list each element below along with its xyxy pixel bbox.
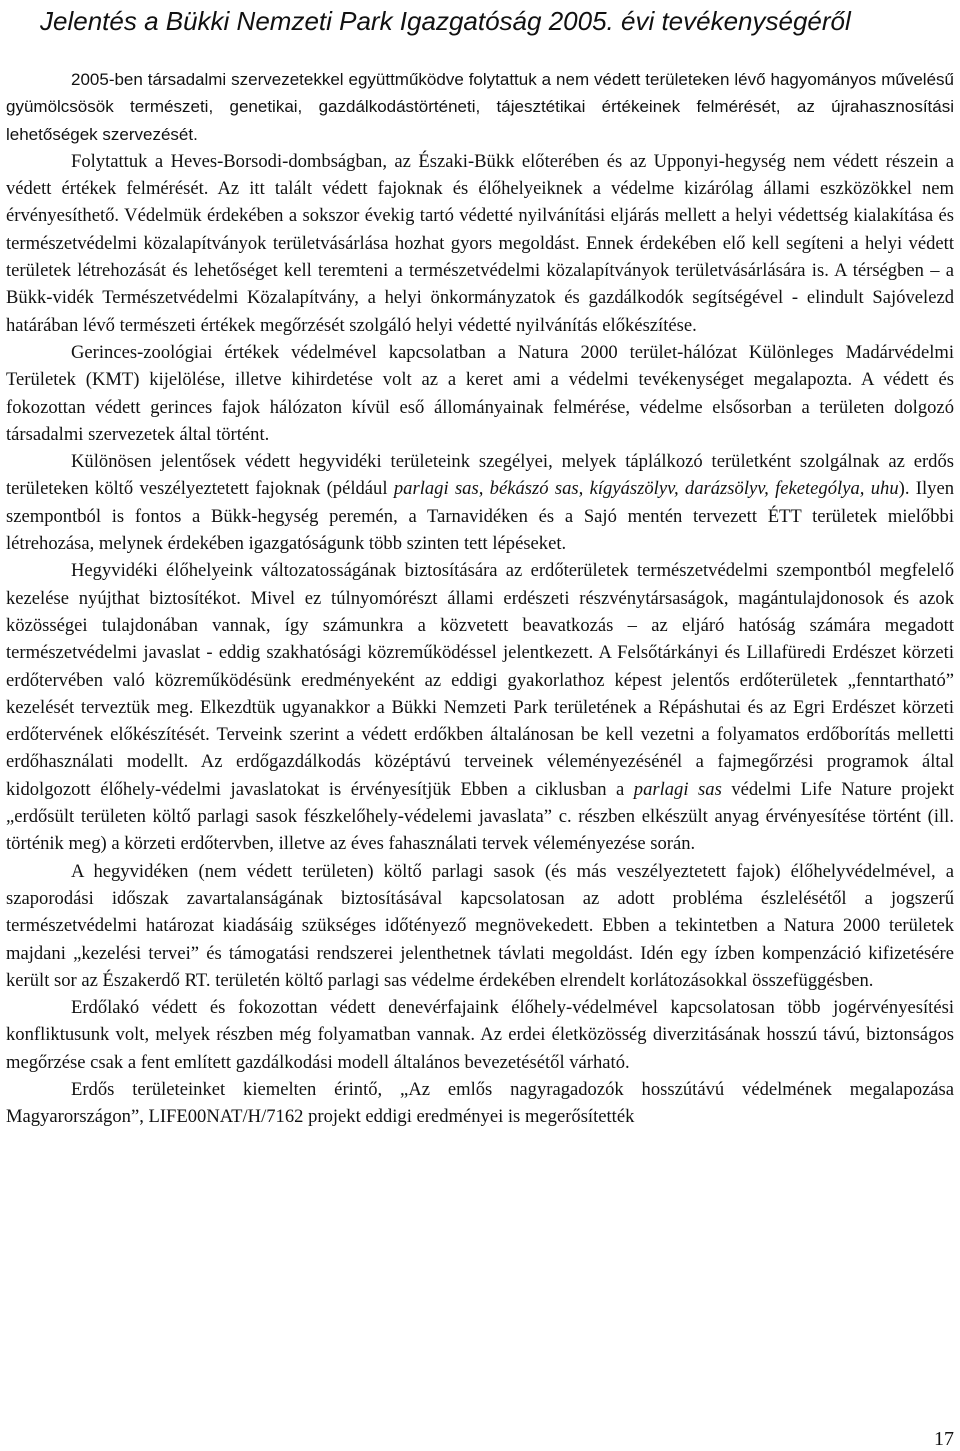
paragraph-forest-edges-start: Különösen jelentősek védett hegyvidéki területeink szegélyei, melyek táplálkozó területként szolgálnak az erdős területeken költő veszélyeztetett fajoknak (például: [6, 451, 954, 500]
paragraph-large-carnivores: Erdős területeinket kiemelten érintő, „Az emlős nagyragadozók hosszútávú védelmének megalapozása Magyarországon”, LIFE00NAT/H/7162 projekt eddigi eredményei is megerősítették: [6, 1078, 954, 1128]
paragraph-vertebrate-zoology: Gerinces-zoológiai értékek védelmével kapcsolatban a Natura 2000 terület-hálózat Különleges Madárvédelmi Területek (KMT) kijelölése, illetve kihirdetése volt az a keret ami a védelmi tevékenységet megalapozta. A védett és fokozottan védett gerinces fajok hálózaton kívül eső állományainak felmérése, védelme elsősorban a területen dolgozó társadalmi szervezetek által történt.: [6, 341, 954, 445]
paragraph-forest-edges: [6, 448, 954, 557]
paragraph-forest-edges-end: ). Ilyen szempontból is fontos a Bükk-hegység peremén, a Tarnavidéken és a Sajó mentén tervezett ÉTT területek mielőbbi létrehozása, melynek érdekében igazgatóságunk több szinten tett lépéseket.: [6, 478, 954, 555]
paragraph-unprotected-areas: Folytattuk a Heves-Borsodi-dombságban, az Északi-Bükk előterében és az Upponyi-hegység nem védett részein a védett értékek felmérését. Az itt talált védett fajoknak és élőhelyeiknek a védelme kizárólag állami eszközökkel nem érvényesíthető. Védelmük érdekében a sokszor évekig tartó védetté nyilvánítási eljárás mellett a helyi védettség kialakítása és természetvédelmi közalapítványok területvásárlása hozhat gyors megoldást. Ennek érdekében elő kell segíteni a helyi védett területek létrehozását és lehetőséget kell teremteni a természetvédelmi közalapítványok területvásárlására is. A térségben – a Bükk-vidék Természetvédelmi Közalapítvány, a helyi önkormányzatok és gazdálkodók segítségével - elindult Sajóvelezd határában lévő természeti értékek megőrzését szolgáló helyi védetté nyilvánítás előkészítése.: [6, 150, 954, 336]
species-name-italic: parlagi sas: [633, 778, 722, 800]
running-header: Jelentés a Bükki Nemzeti Park Igazgatóság 2005. évi tevékenységéről: [0, 0, 960, 42]
species-list-italic: parlagi sas, békászó sas, kígyászölyv, darázsölyv, feketególya, uhu: [393, 478, 899, 500]
paragraph-bats: Erdőlakó védett és fokozottan védett denevérfajaink élőhely-védelmével kapcsolatosan több jogérvényesítési konfliktusunk volt, melyek részben még folyamatban vannak. Az erdei életközösség diverzitásának hosszú távú, biztonságos megőrzése csak a fent említett gazdálkodási modell általános bevezetésétől várható.: [6, 997, 954, 1073]
paragraph-forest-management-end: védelmi Life Nature projekt „erdősült területen költő parlagi sasok fészkelőhely-védelemi javaslata” c. részben elkészült anyag érvényesítése történt (ill. történik meg) a körzeti erdőtervben, illetve az éves fahasználati tervek véleményezése során.: [6, 778, 954, 855]
paragraph-imperial-eagles: A hegyvidéken (nem védett területen) költő parlagi sasok (és más veszélyeztetett fajok) élőhelyvédelmével, a szaporodási időszak zavartalanságának biztosításával kapcsolatosan az adott probléma észlelésétől a jogszerű természetvédelmi határozat kiadásáig szükséges időtényező megnövekedett. Ebben a tekintetben a Natura 2000 területek majdani „kezelési tervei” és támogatási rendszerei jelenthetnek távlati megoldást. Idén egy ízben kompenzáció kifizetésére került sor az Északerdő RT. területén költő parlagi sas védelme érdekében elrendelt korlátozásokkal összefüggésben.: [6, 860, 954, 991]
paragraph-forest-management-start: Hegyvidéki élőhelyeink változatosságának biztosítására az erdőterületek természetvédelmi szempontból megfelelő kezelése nyújthat biztosítékot. Mivel ez túlnyomórészt állami erdészeti részvénytársaságok, magántulajdonosok és azok közösségei tulajdonában vannak, így számunkra a közvetett beavatkozás – az eljáró hatóság számára megadott természetvédelmi javaslat - eddig szakhatósági közreműködéssel jelentkezett. A Felsőtárkányi és Lillafüredi Erdészet körzeti erdőtervében való közreműködésünk eredményeként az eddigi gyakorlathoz képest jelentős erdőterületek „fenntartható” kezelését terveztük meg. Elkezdtük ugyanakkor a Bükki Nemzeti Park területének a Répáshutai és az Egri Erdészet körzeti erdőtervének előkészítését. Terveink szerint a védett erdőkben általánosan be kell vezetni a folyamatos erdőborítás melletti erdőhasználati modellt. Az erdőgazdálkodás középtávú terveinek véleményezésénél a fajmegőrzési programok által kidolgozott élőhely-védelmi javaslatokat is érvényesítjük Ebben a ciklusban a: [6, 560, 954, 800]
page-number: 17: [934, 1428, 954, 1450]
body-text: [6, 66, 954, 1131]
paragraph-forest-management: [6, 557, 954, 857]
paragraph-orchards: 2005-ben társadalmi szervezetekkel együttműködve folytattuk a nem védett területeken lévő hagyományos művelésű gyümölcsösök természeti, genetikai, gazdálkodástörténeti, tájesztétikai értékeinek felmérését, az újrahasznosítási lehetőségek szervezését.: [6, 70, 954, 144]
